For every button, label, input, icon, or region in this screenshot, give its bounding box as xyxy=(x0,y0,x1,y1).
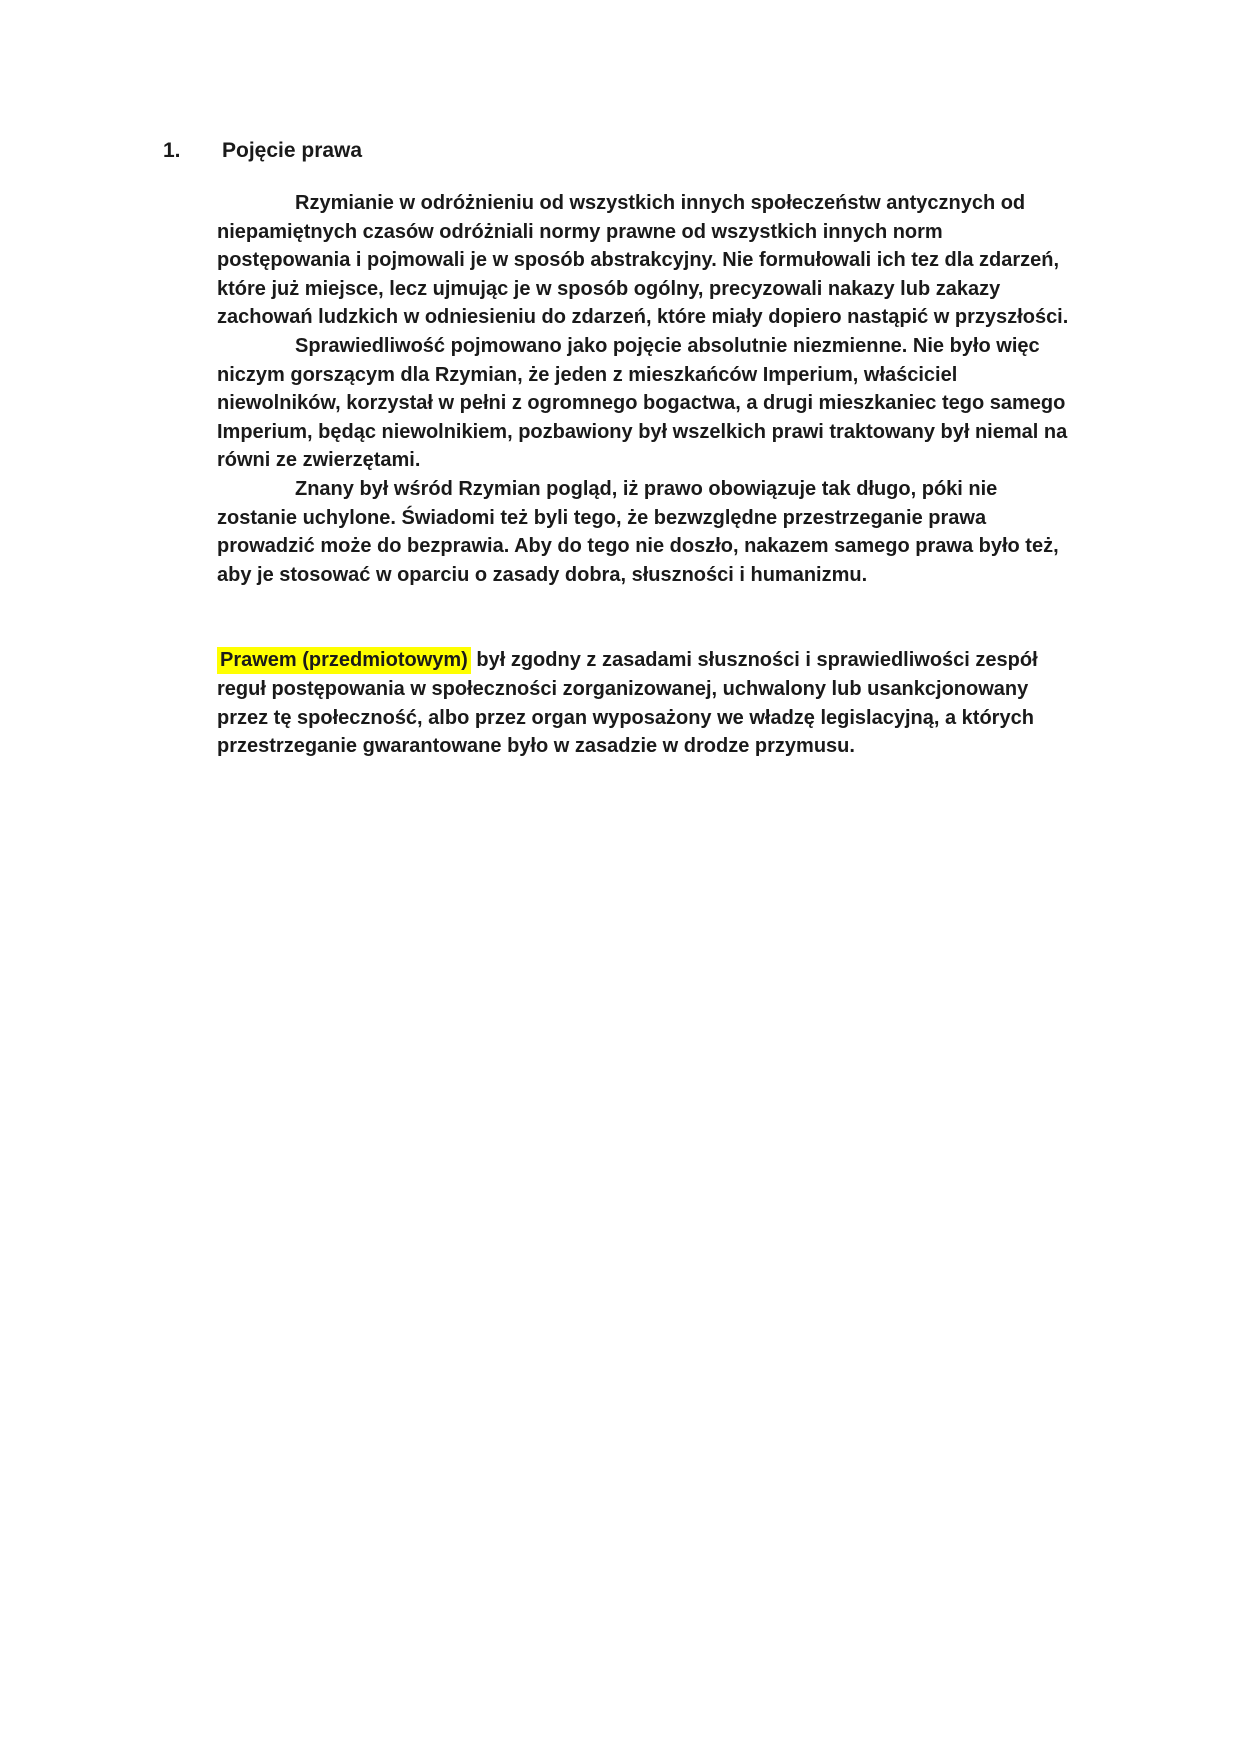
document-content xyxy=(163,137,1079,761)
paragraph-roman-view-of-law: Znany był wśród Rzymian pogląd, iż prawo obowiązuje tak długo, póki nie zostanie uchylone. Świadomi też byli tego, że bezwzględne przestrzeganie prawa prowadzić może do bezprawia. Aby do tego nie doszło, nakazem samego prawa było też, aby je stosować w oparciu o zasady dobra, słuszności i humanizmu. xyxy=(217,477,1059,586)
highlighted-term: Prawem (przedmiotowym) xyxy=(217,647,471,674)
definition-text: był zgodny z zasadami słuszności i sprawiedliwości zespół reguł postępowania w społeczności zorganizowanej, uchwalony lub usankcjonowany przez tę społeczność, albo przez organ wyposażony we władzę legislacyjną, a których przestrzeganie gwarantowane było w zasadzie w drodze przymusu. xyxy=(217,649,1038,758)
section-heading xyxy=(163,137,1079,165)
paragraph-justice-concept: Sprawiedliwość pojmowano jako pojęcie absolutnie niezmienne. Nie było więc niczym gorszącym dla Rzymian, że jeden z mieszkańców Imperium, właściciel niewolników, korzystał w pełni z ogromnego bogactwa, a drugi mieszkaniec tego samego Imperium, będąc niewolnikiem, pozbawiony był wszelkich prawi traktowany był niemal na równi ze zwierzętami. xyxy=(217,334,1068,472)
paragraph-roman-law-norms: Rzymianie w odróżnieniu od wszystkich innych społeczeństw antycznych od niepamiętnych czasów odróżniali normy prawne od wszystkich innych norm postępowania i pojmowali je w sposób abstrakcyjny. Nie formułowali ich tez dla zdarzeń, które już miejsce, lecz ujmując je w sposób ogólny, precyzowali nakazy lub zakazy zachowań ludzkich w odniesieniu do zdarzeń, które miały dopiero nastąpić w przyszłości. xyxy=(217,192,1069,329)
heading-title: Pojęcie prawa xyxy=(222,139,363,162)
heading-number: 1. xyxy=(163,139,181,162)
definition-paragraph xyxy=(217,646,1077,760)
